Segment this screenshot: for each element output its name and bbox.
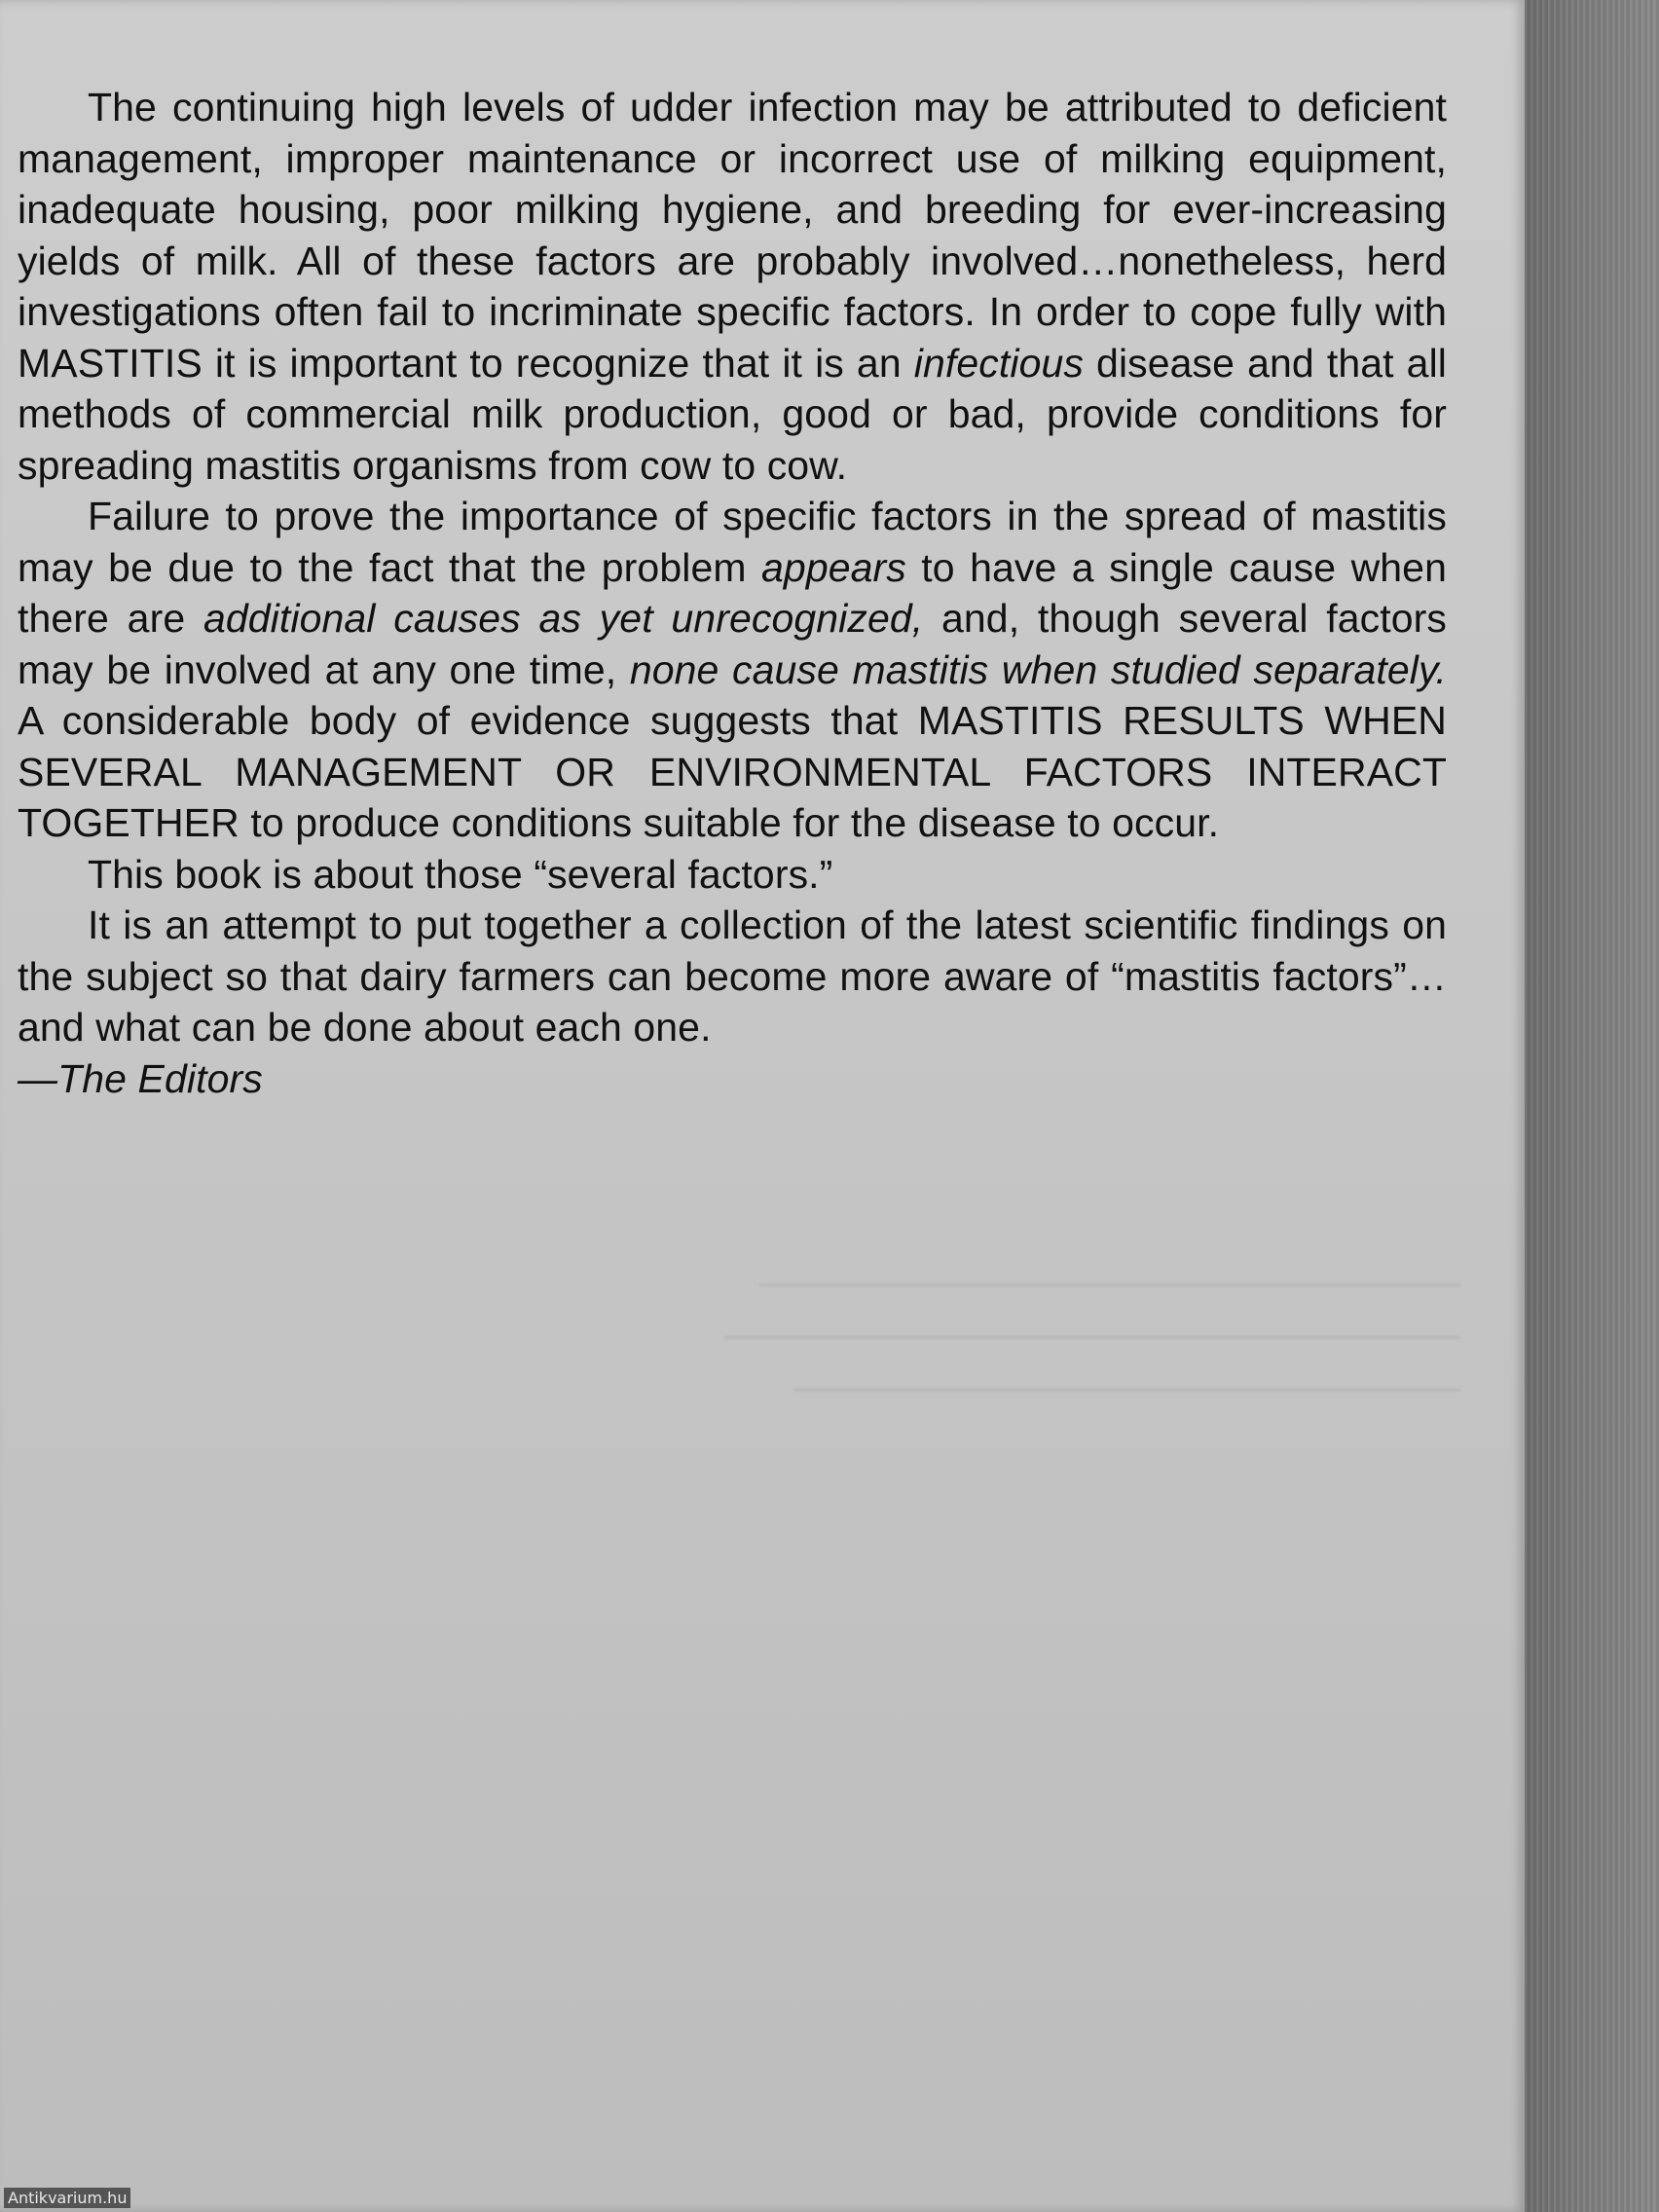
paragraph-1-text-b: disease and that all methods of commercial milk production, good or bad, provide conditions for spreading mastitis organisms from cow to cow. [18,340,1448,488]
watermark-label: Antikvarium.hu [4,2188,130,2208]
paragraph-1-italic-infectious: infectious [913,340,1084,386]
paragraph-3-text: This book is about those “several factors.” [88,851,833,897]
editors-signature: —The Editors [18,1055,263,1101]
page-edge-background [1525,0,1659,2212]
preface-text [18,82,1447,1104]
paragraph-2-italic-none-cause: none cause mastitis when studied separately. [629,646,1447,692]
paragraph-2-text-d: A considerable body of evidence suggests that MASTITIS RESULTS WHEN SEVERAL MANAGEMENT OR ENVIRONMENTAL FACTORS INTERACT TOGETHER to produce conditions suitable for the disease to occur. [18,698,1447,845]
paragraph-1-text-a: The continuing high levels of udder infection may be attributed to deficient management, improper maintenance or incorrect use of milking equipment, inadequate housing, poor milking hygiene, and breeding for ever-increasing yields of milk. All of these factors are probably involved…nonetheless, herd investigations often fail to incriminate specific factors. In order to cope fully with MASTITIS it is important to recognize that it is an [18,85,1447,386]
paragraph-1 [18,82,1447,491]
paragraph-2-text-c: and, though several factors may be involved at any one time, [18,596,1447,692]
paragraph-2-text-a: Failure to prove the importance of specific factors in the spread of mastitis may be due to the fact that the problem [18,494,1447,590]
paragraph-4-text: It is an attempt to put together a collection of the latest scientific findings on the subject so that dairy farmers can become more aware of “mastitis factors”…and what can be done about each one. [18,903,1447,1050]
paragraph-2 [18,491,1447,849]
paragraph-4 [18,900,1447,1053]
show-through-text: ———————————————————— ————————————————————— ——————————————————— [724,1262,1460,1407]
paragraph-2-italic-additional-causes: additional causes as yet unrecognized, [203,596,924,641]
paragraph-2-italic-appears: appears [761,544,906,590]
paragraph-2-text-b: to have a single cause when there are [18,544,1447,641]
paragraph-3 [18,849,1447,901]
